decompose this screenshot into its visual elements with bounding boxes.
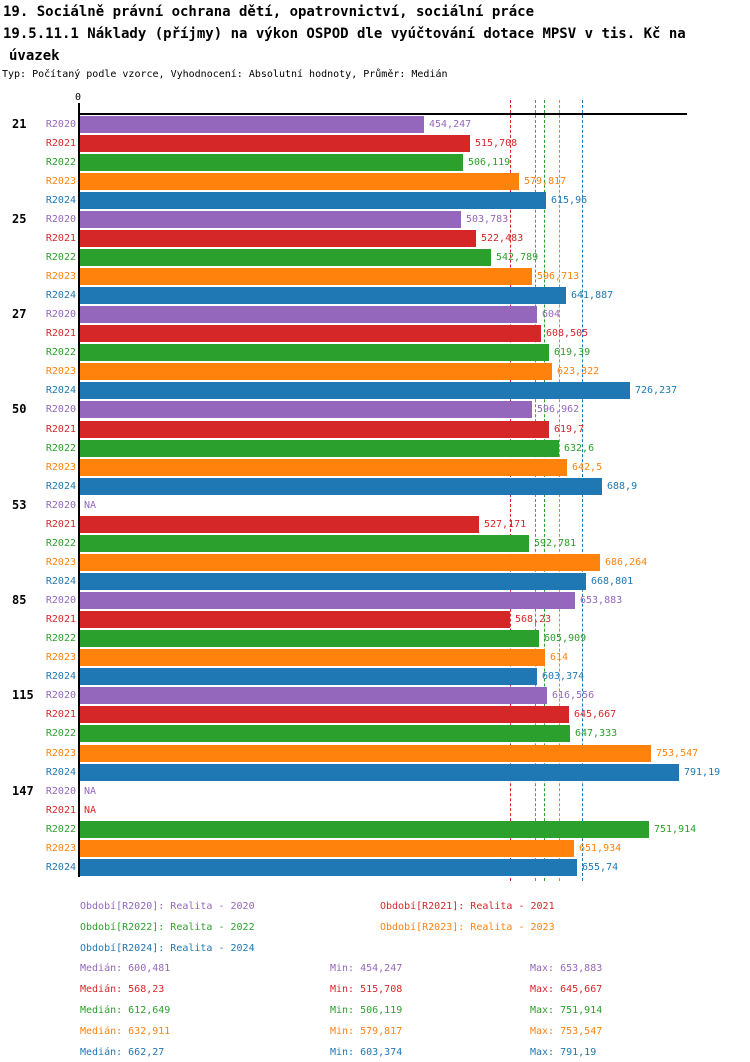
- series-year-label: R2024: [45, 290, 76, 301]
- bar-value-label: 522,483: [481, 232, 524, 244]
- legend-item-R2022: Období[R2022]: Realita - 2022: [80, 922, 255, 933]
- bar-25-R2023: [80, 268, 532, 285]
- bar-25-R2020: [80, 211, 461, 228]
- series-year-label: R2023: [45, 271, 76, 282]
- stat-min-R2024: Min: 603,374: [330, 1047, 403, 1058]
- stat-max-R2022: Max: 751,914: [530, 1005, 603, 1016]
- bar-50-R2021: [80, 421, 549, 438]
- bar-value-label: 641,887: [571, 290, 614, 301]
- bar-value-label: 645,667: [574, 709, 617, 721]
- bar-25-R2021: [80, 230, 476, 247]
- series-year-label: R2023: [45, 842, 76, 854]
- bar-50-R2024: [80, 478, 602, 495]
- bar-115-R2020: [80, 687, 547, 704]
- bar-value-label: 579,817: [524, 175, 567, 187]
- stat-max-R2021: Max: 645,667: [530, 984, 603, 995]
- bar-50-R2023: [80, 459, 567, 476]
- bar-115-R2022: [80, 725, 570, 742]
- group-label-53: 53: [12, 497, 27, 512]
- bar-value-label: 726,237: [635, 385, 678, 397]
- bar-value-label: 623,322: [557, 366, 600, 378]
- stat-median-R2021: Medián: 568,23: [80, 984, 165, 995]
- series-year-label: R2022: [45, 728, 76, 740]
- series-year-label: R2021: [45, 804, 76, 816]
- group-label-85: 85: [12, 593, 27, 607]
- group-label-147: 147: [12, 783, 34, 798]
- bar-25-R2022: [80, 249, 491, 266]
- bar-value-label: 686,264: [605, 556, 648, 568]
- series-year-label: R2022: [45, 823, 76, 835]
- report-title-line-1: 19. Sociálně právní ochrana dětí, opatrovnictví, sociální práce: [3, 4, 535, 20]
- bar-value-label: 596,962: [537, 404, 580, 416]
- series-year-label: R2021: [45, 614, 76, 626]
- bar-53-R2022: [80, 535, 529, 552]
- report-title-line-3: úvazek: [9, 48, 60, 64]
- bar-value-label: NA: [84, 499, 97, 511]
- bar-27-R2023: [80, 363, 552, 380]
- bar-value-label: 655,74: [582, 861, 619, 873]
- bar-53-R2024: [80, 573, 586, 590]
- bar-21-R2024: [80, 192, 546, 209]
- bar-85-R2023: [80, 649, 545, 666]
- bar-value-label: 568,23: [515, 614, 552, 626]
- bar-85-R2024: [80, 668, 537, 685]
- stat-median-R2023: Medián: 632,911: [80, 1026, 171, 1037]
- bar-value-label: 604: [542, 309, 561, 321]
- bar-53-R2023: [80, 554, 600, 571]
- legend-item-R2021: Období[R2021]: Realita - 2021: [380, 901, 555, 912]
- bar-value-label: 615,96: [551, 194, 588, 206]
- stat-min-R2023: Min: 579,817: [330, 1026, 403, 1037]
- bar-value-label: 616,556: [552, 690, 595, 702]
- legend-item-R2020: Období[R2020]: Realita - 2020: [80, 901, 255, 912]
- bar-value-label: 603,374: [542, 671, 585, 683]
- bar-21-R2022: [80, 154, 463, 171]
- bar-value-label: 515,708: [475, 137, 518, 149]
- bar-value-label: 642,5: [572, 461, 603, 473]
- bar-value-label: 632,6: [564, 442, 595, 454]
- legend-item-R2023: Období[R2023]: Realita - 2023: [380, 922, 555, 933]
- stat-median-R2022: Medián: 612,649: [80, 1005, 171, 1016]
- bar-value-label: 619,39: [554, 347, 591, 359]
- bar-27-R2020: [80, 306, 537, 323]
- series-year-label: R2022: [45, 347, 76, 359]
- bar-50-R2022: [80, 440, 559, 457]
- stat-max-R2024: Max: 791,19: [530, 1047, 597, 1058]
- series-year-label: R2020: [45, 118, 76, 130]
- bar-value-label: 527,171: [484, 518, 527, 530]
- series-year-label: R2024: [45, 861, 76, 873]
- series-year-label: R2020: [45, 499, 76, 511]
- bar-value-label: 454,247: [429, 118, 472, 130]
- x-axis-zero-label: 0: [75, 92, 82, 103]
- bar-value-label: 596,713: [537, 271, 580, 282]
- bar-value-label: 592,781: [534, 537, 577, 549]
- x-axis-line: [80, 113, 687, 115]
- bar-value-label: 542,789: [496, 251, 539, 263]
- bar-147-R2024: [80, 859, 577, 876]
- bar-85-R2022: [80, 630, 539, 647]
- stat-median-R2024: Medián: 662,27: [80, 1047, 165, 1058]
- stat-min-R2021: Min: 515,708: [330, 984, 403, 995]
- series-year-label: R2024: [45, 671, 76, 683]
- group-label-21: 21: [12, 116, 27, 131]
- series-year-label: R2022: [45, 156, 76, 168]
- series-year-label: R2024: [45, 194, 76, 206]
- bar-value-label: 506,119: [468, 156, 511, 168]
- series-year-label: R2023: [45, 366, 76, 378]
- series-year-label: R2022: [45, 633, 76, 645]
- series-year-label: R2020: [45, 213, 76, 225]
- bar-value-label: NA: [84, 785, 97, 797]
- chart-type-subtitle: Typ: Počítaný podle vzorce, Vyhodnocení: Absolutní hodnoty, Průměr: Medián: [2, 69, 448, 80]
- bar-value-label: 619,7: [554, 423, 585, 435]
- group-label-50: 50: [12, 402, 27, 417]
- series-year-label: R2023: [45, 747, 76, 759]
- bar-27-R2022: [80, 344, 549, 361]
- bar-value-label: 651,934: [579, 842, 622, 854]
- series-year-label: R2023: [45, 461, 76, 473]
- series-year-label: R2023: [45, 175, 76, 187]
- series-year-label: R2020: [45, 690, 76, 702]
- stat-min-R2022: Min: 506,119: [330, 1005, 403, 1016]
- series-year-label: R2024: [45, 766, 76, 778]
- bar-147-R2023: [80, 840, 574, 857]
- series-year-label: R2024: [45, 575, 76, 587]
- series-year-label: R2023: [45, 652, 76, 664]
- group-label-25: 25: [12, 211, 27, 226]
- bar-value-label: 647,333: [575, 728, 618, 740]
- bar-value-label: 608,505: [546, 328, 589, 340]
- series-year-label: R2020: [45, 404, 76, 416]
- series-year-label: R2024: [45, 480, 76, 492]
- bar-value-label: 668,801: [591, 575, 634, 587]
- series-year-label: R2022: [45, 537, 76, 549]
- bar-value-label: 753,547: [656, 747, 699, 759]
- stat-max-R2020: Max: 653,883: [530, 963, 603, 974]
- stat-median-R2020: Medián: 600,481: [80, 963, 171, 974]
- bar-147-R2022: [80, 821, 649, 838]
- series-year-label: R2020: [45, 309, 76, 321]
- bar-27-R2021: [80, 325, 541, 342]
- bar-115-R2023: [80, 745, 651, 762]
- group-label-115: 115: [12, 688, 34, 703]
- bar-115-R2021: [80, 706, 569, 723]
- bar-85-R2020: [80, 592, 575, 609]
- series-year-label: R2023: [45, 556, 76, 568]
- bar-value-label: 688,9: [607, 480, 638, 492]
- stat-min-R2020: Min: 454,247: [330, 963, 403, 974]
- series-year-label: R2021: [45, 709, 76, 721]
- bar-value-label: 791,19: [684, 766, 721, 778]
- series-year-label: R2020: [45, 785, 76, 797]
- bar-value-label: 751,914: [654, 823, 697, 835]
- bar-25-R2024: [80, 287, 566, 304]
- group-label-27: 27: [12, 307, 27, 322]
- bar-50-R2020: [80, 401, 532, 418]
- bar-value-label: 653,883: [580, 595, 623, 606]
- bar-value-label: 605,909: [544, 633, 587, 645]
- bar-115-R2024: [80, 764, 679, 781]
- bar-value-label: 614: [550, 652, 569, 664]
- bar-21-R2021: [80, 135, 470, 152]
- legend-item-R2024: Období[R2024]: Realita - 2024: [80, 943, 255, 954]
- series-year-label: R2021: [45, 423, 76, 435]
- series-year-label: R2021: [45, 328, 76, 340]
- y-axis-line: [78, 103, 80, 877]
- series-year-label: R2021: [45, 232, 76, 244]
- report-title-line-2: 19.5.11.1 Náklady (příjmy) na výkon OSPOD dle vyúčtování dotace MPSV v tis. Kč na: [3, 26, 686, 42]
- bar-27-R2024: [80, 382, 630, 399]
- series-year-label: R2022: [45, 251, 76, 263]
- series-year-label: R2024: [45, 385, 76, 397]
- series-year-label: R2021: [45, 137, 76, 149]
- stat-max-R2023: Max: 753,547: [530, 1026, 603, 1037]
- bar-value-label: 503,783: [466, 213, 509, 225]
- bar-85-R2021: [80, 611, 510, 628]
- bar-21-R2020: [80, 116, 424, 133]
- bar-21-R2023: [80, 173, 519, 190]
- bar-value-label: NA: [84, 804, 97, 816]
- series-year-label: R2020: [45, 595, 76, 606]
- series-year-label: R2021: [45, 518, 76, 530]
- bar-53-R2021: [80, 516, 479, 533]
- series-year-label: R2022: [45, 442, 76, 454]
